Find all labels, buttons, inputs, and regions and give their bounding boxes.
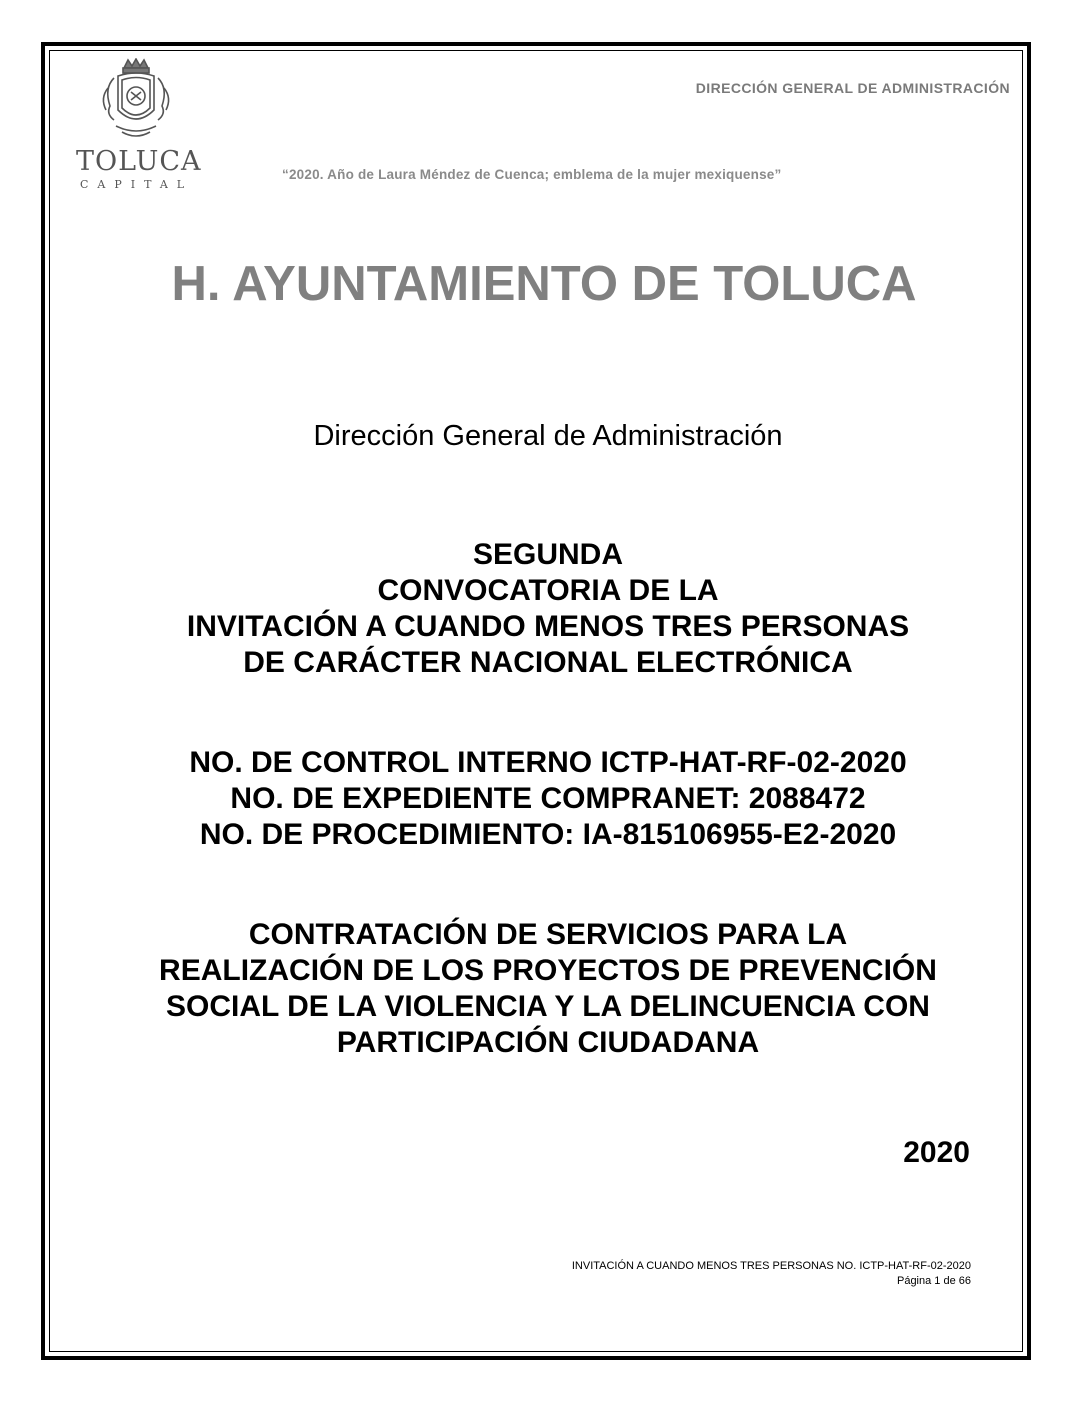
- logo-subtext: CAPITAL: [80, 178, 194, 191]
- convocatoria-line: CONVOCATORIA DE LA: [377, 574, 719, 607]
- reference-numbers-block: [0, 745, 1088, 853]
- subject-line: REALIZACIÓN DE LOS PROYECTOS DE PREVENCIÓN: [159, 954, 937, 987]
- subject-line: PARTICIPACIÓN CIUDADANA: [336, 1026, 760, 1059]
- convocatoria-line: SEGUNDA: [472, 538, 623, 571]
- convocatoria-block: [0, 537, 1088, 681]
- header-department: DIRECCIÓN GENERAL DE ADMINISTRACIÓN: [695, 80, 1010, 96]
- control-number: NO. DE CONTROL INTERNO ICTP-HAT-RF-02-2020: [189, 746, 907, 779]
- convocatoria-line: INVITACIÓN A CUANDO MENOS TRES PERSONAS: [186, 610, 910, 643]
- procedimiento-number: NO. DE PROCEDIMIENTO: IA-815106955-E2-2020: [199, 818, 897, 851]
- subject-line: SOCIAL DE LA VIOLENCIA Y LA DELINCUENCIA CON: [166, 990, 930, 1023]
- footer-reference: INVITACIÓN A CUANDO MENOS TRES PERSONAS NO. ICTP-HAT-RF-02-2020: [571, 1260, 971, 1272]
- subject-block: [0, 917, 1088, 1061]
- coat-of-arms-icon: [96, 58, 176, 142]
- document-subtitle: Dirección General de Administración: [313, 420, 783, 452]
- expediente-number: NO. DE EXPEDIENTE COMPRANET: 2088472: [230, 782, 866, 815]
- logo-wordmark: TOLUCA: [76, 146, 202, 177]
- convocatoria-line: DE CARÁCTER NACIONAL ELECTRÓNICA: [243, 646, 853, 679]
- page-border-inner: [49, 50, 1023, 1352]
- document-title: H. AYUNTAMIENTO DE TOLUCA: [171, 257, 917, 311]
- document-year: 2020: [903, 1136, 970, 1169]
- header-motto: “2020. Año de Laura Méndez de Cuenca; emblema de la mujer mexiquense”: [282, 167, 782, 182]
- page-number: Página 1 de 66: [896, 1275, 971, 1287]
- toluca-logo: [76, 58, 202, 194]
- page-footer: [572, 1259, 971, 1289]
- subject-line: CONTRATACIÓN DE SERVICIOS PARA LA: [248, 918, 848, 951]
